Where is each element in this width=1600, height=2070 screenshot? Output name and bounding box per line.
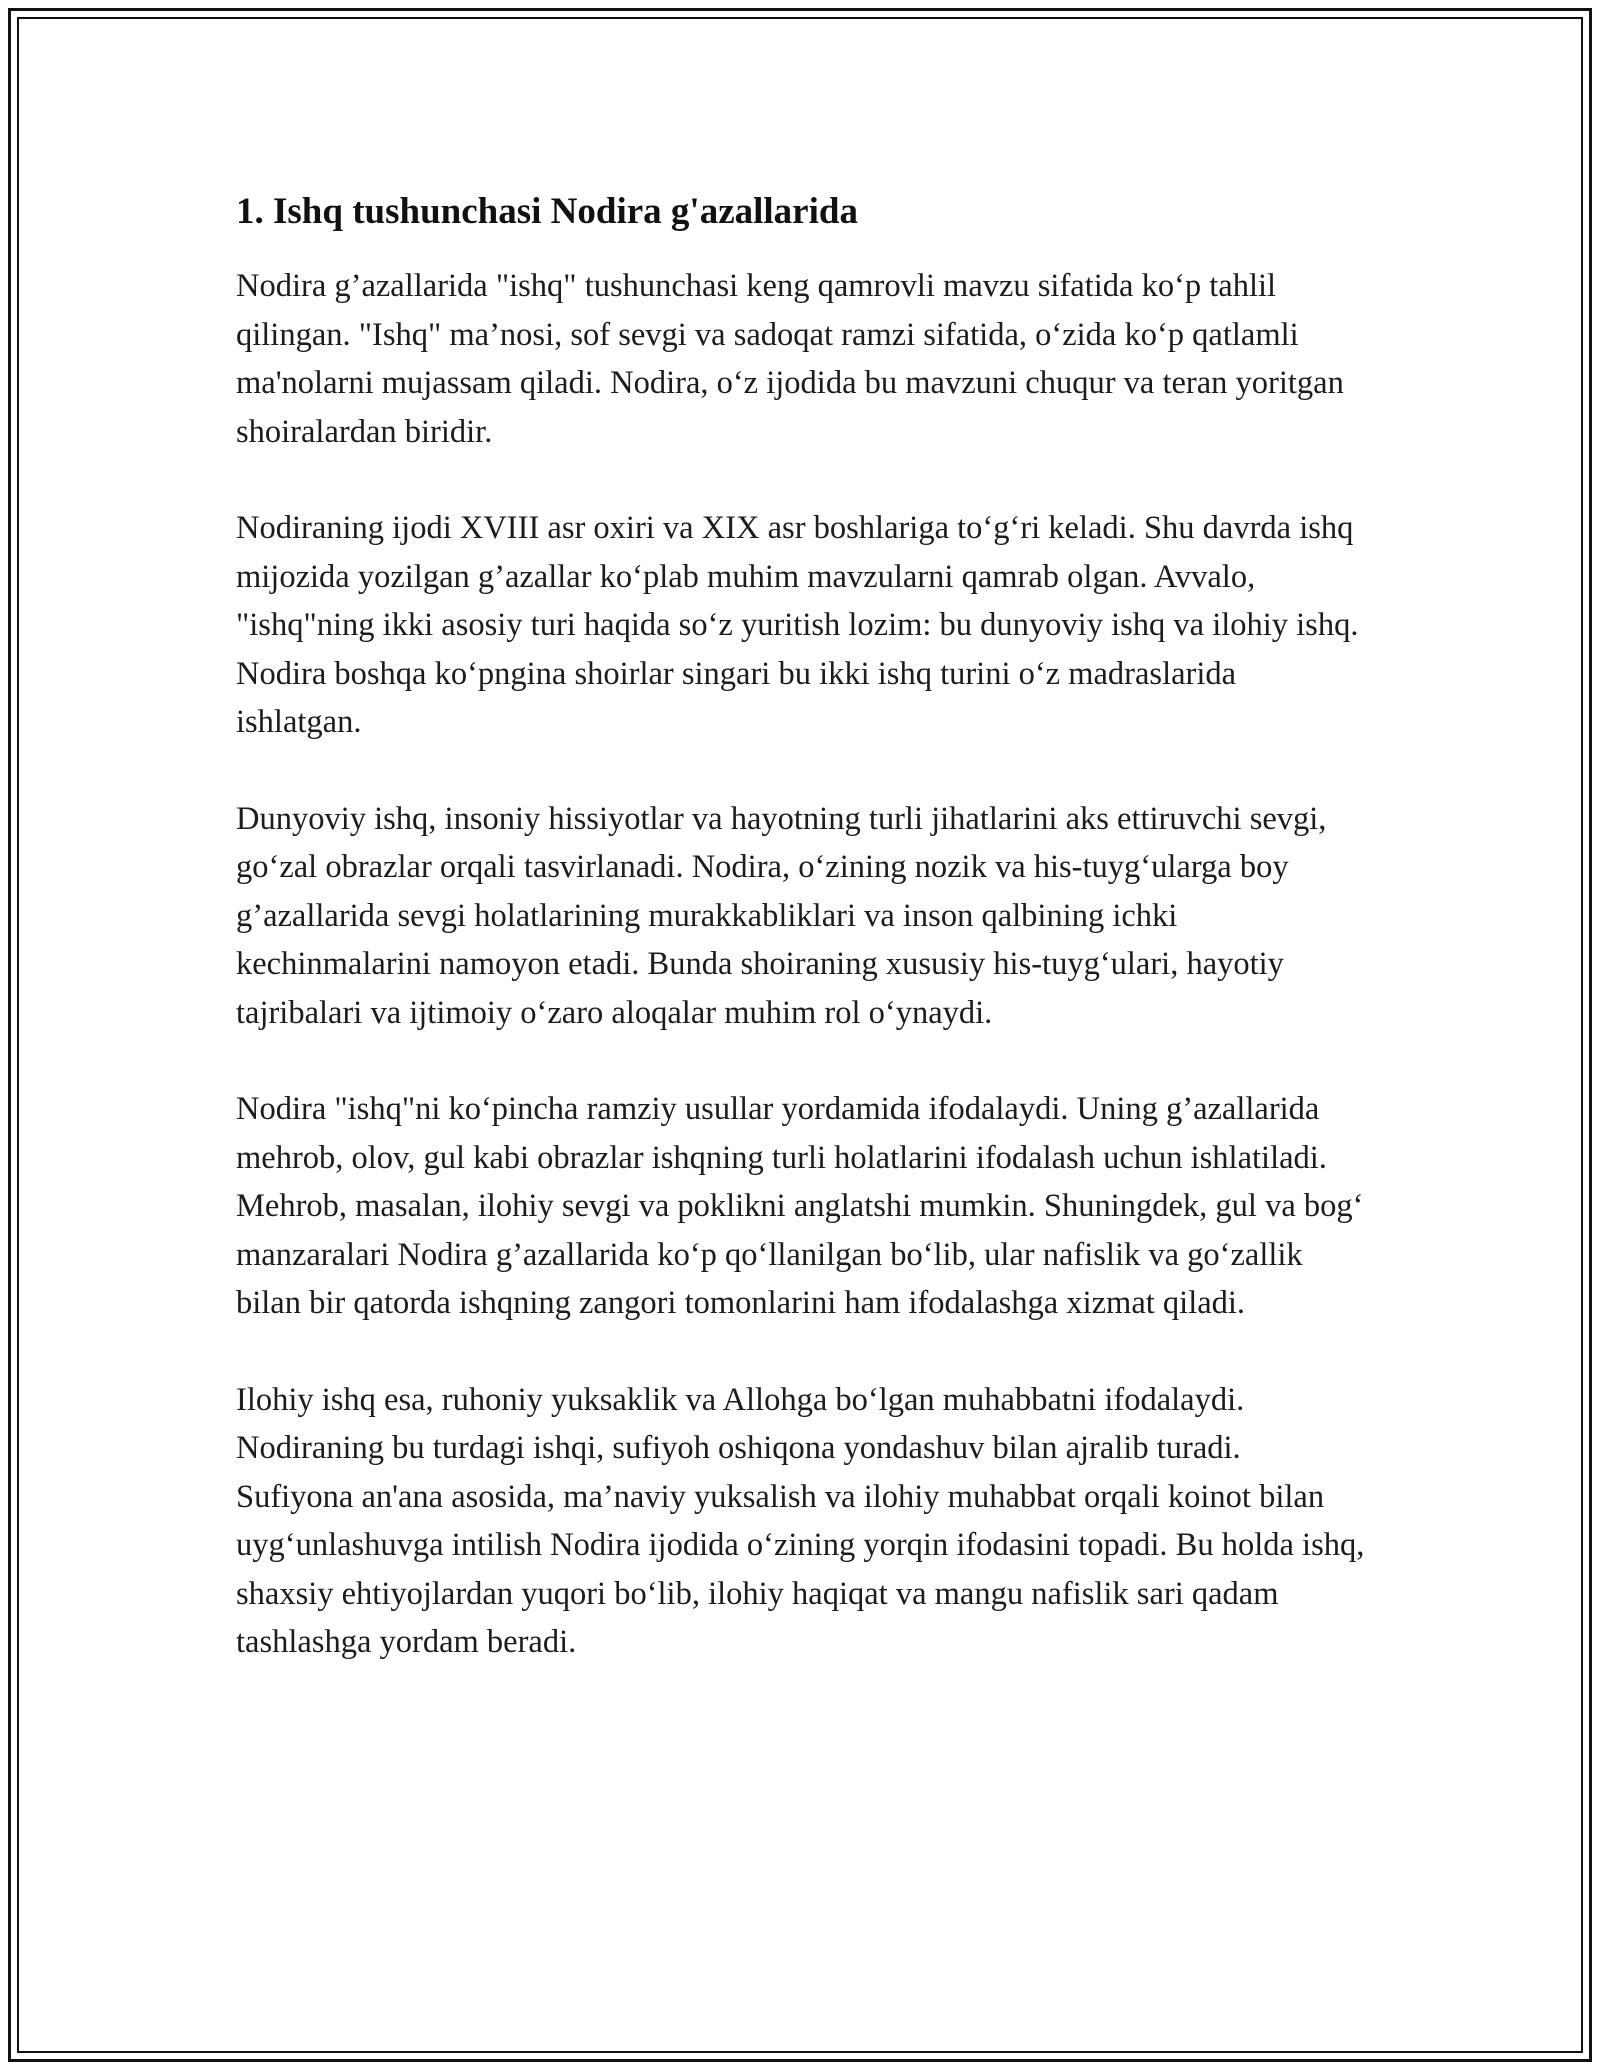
document-body: [236, 188, 1366, 1715]
paragraph-3: Dunyoviy ishq, insoniy hissiyotlar va hayotning turli jihatlarini aks ettiruvchi sevgi, go‘zal obrazlar orqali tasvirlanadi. Nodira, o‘zining nozik va his-tuyg‘ularga boy g’azallarida sevgi holatlarining murakkabliklari va inson qalbining ichki kechinmalarini namoyon etadi. Bunda shoiraning xususiy his-tuyg‘ulari, hayotiy tajribalari va ijtimoiy o‘zaro aloqalar muhim rol o‘ynaydi.: [236, 800, 1327, 1031]
paragraph-5: Ilohiy ishq esa, ruhoniy yuksaklik va Allohga bo‘lgan muhabbatni ifodalaydi. Nodiraning bu turdagi ishqi, sufiyoh oshiqona yondashuv bilan ajralib turadi. Sufiyona an'ana asosida, ma’naviy yuksalish va ilohiy muhabbat orqali koinot bilan uyg‘unlashuvga intilish Nodira ijodida o‘zining yorqin ifodasini topadi. Bu holda ishq, shaxsiy ehtiyojlardan yuqori bo‘lib, ilohiy haqiqat va mangu nafislik sari qadam tashlashga yordam beradi.: [236, 1381, 1365, 1660]
paragraph-2: Nodiraning ijodi XVIII asr oxiri va XIX asr boshlariga to‘g‘ri keladi. Shu davrda ishq mijozida yozilgan g’azallar ko‘plab muhim mavzularni qamrab olgan. Avvalo, "ishq"ning ikki asosiy turi haqida so‘z yuritish lozim: bu dunyoviy ishq va ilohiy ishq. Nodira boshqa ko‘pngina shoirlar singari bu ikki ishq turini o‘z madraslarida ishlatgan.: [236, 510, 1359, 740]
paragraph-1: Nodira g’azallarida "ishq" tushunchasi keng qamrovli mavzu sifatida ko‘p tahlil qilingan. "Ishq" ma’nosi, sof sevgi va sadoqat ramzi sifatida, o‘zida ko‘p qatlamli ma'nolarni mujassam qiladi. Nodira, o‘z ijodida bu mavzuni chuqur va teran yoritgan shoiralardan biridir.: [236, 268, 1344, 450]
section-heading: 1. Ishq tushunchasi Nodira g'azallarida: [236, 191, 858, 232]
paragraph-4: Nodira "ishq"ni ko‘pincha ramziy usullar yordamida ifodalaydi. Uning g’azallarida mehrob, olov, gul kabi obrazlar ishqning turli holatlarini ifodalash uchun ishlatiladi. Mehrob, masalan, ilohiy sevgi va poklikni anglatshi mumkin. Shuningdek, gul va bog‘ manzaralari Nodira g’azallarida ko‘p qo‘llanilgan bo‘lib, ular nafislik va go‘zallik bilan bir qatorda ishqning zangori tomonlarini ham ifodalashga xizmat qiladi.: [236, 1091, 1364, 1321]
